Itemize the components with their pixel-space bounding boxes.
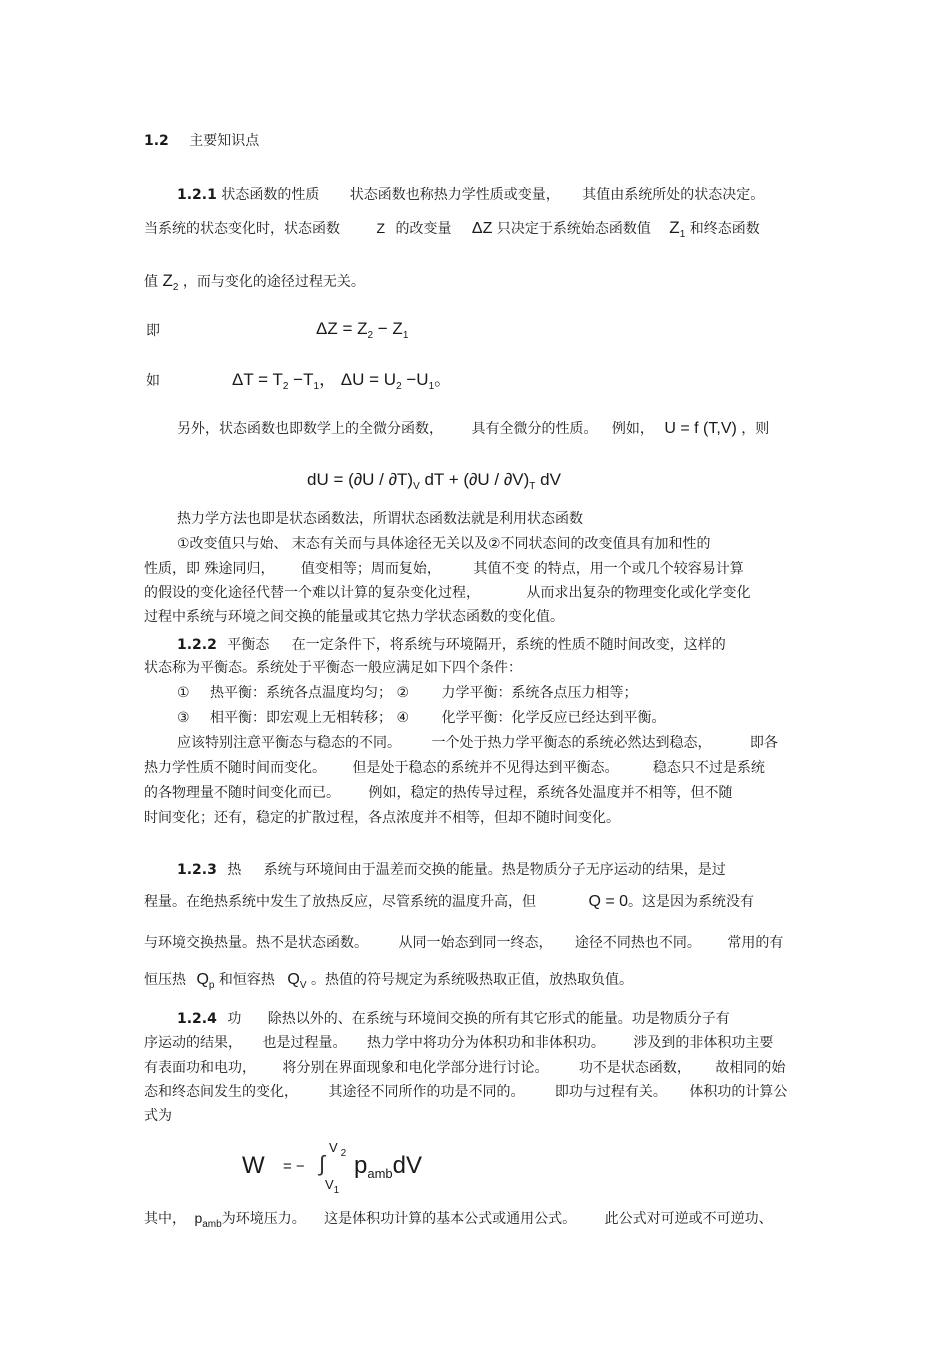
s121-para3-line1: 热力学方法也即是状态函数法，所谓状态函数法就是利用状态函数: [177, 511, 583, 527]
s124-line5: 式为: [144, 1108, 172, 1124]
s122-line2: 状态称为平衡态。系统处于平衡态一般应满足如下四个条件：: [144, 660, 522, 676]
s121-para3-line2: ①改变值只与始、 末态有关而与具体途径无关以及②不同状态间的改变值具有加和性的: [177, 536, 711, 552]
s121-line2: [144, 219, 760, 240]
math: −T: [288, 370, 314, 389]
s122-conditions-3-4: [177, 709, 665, 727]
s123-line2: [144, 893, 754, 911]
text: 与环境交换热量。热不是状态函数。: [144, 935, 368, 951]
text: 热力学性质不随时间而变化。: [144, 760, 326, 776]
math-subscript: 1: [313, 381, 320, 392]
math-subscript: amb: [367, 1166, 393, 1181]
s122-para-line3: [144, 784, 732, 802]
math-subscript: 2: [367, 330, 374, 341]
s123-line4: [144, 971, 633, 991]
s123-title: 热: [227, 862, 242, 878]
s122-title: 平衡态: [227, 637, 270, 653]
text: 例如，: [611, 421, 654, 437]
text: 和恒容热: [218, 972, 275, 988]
text: 的各物理量不随时间变化而已。: [144, 785, 340, 801]
s122-para-line2: [144, 759, 765, 777]
text: 应该特别注意平衡态与稳态的不同。: [177, 735, 401, 751]
math: dU = (∂U / ∂T): [307, 470, 414, 489]
text: 也是过程量。: [262, 1035, 347, 1051]
condition-number: ④: [396, 710, 410, 726]
text: 即功与过程有关。: [554, 1084, 667, 1100]
text: 这是体积功计算的基本公式或通用公式。: [324, 1211, 577, 1227]
text: 故相同的始: [715, 1060, 786, 1076]
math-subscript: amb: [202, 1219, 222, 1230]
s121-para3-line4: [144, 584, 750, 602]
math-u-function: U = f (T,V): [664, 420, 737, 437]
s121-line1: [177, 186, 764, 204]
s121-number: 1.2.1: [177, 187, 217, 203]
math-equals-minus: = −: [283, 1158, 305, 1175]
s124-line3: [144, 1059, 785, 1077]
text: 当系统的状态变化时，状态函数: [144, 221, 340, 237]
text: 其中，: [144, 1211, 186, 1227]
text: 稳态只不过是系统: [652, 760, 765, 776]
text: 除热以外的、在系统与环境间交换的所有其它形式的能量。功是物质分子有: [267, 1011, 730, 1027]
s121-para3-line5: 过程中系统与环境之间交换的能量或其它热力学状态函数的变化值。: [144, 609, 564, 625]
text: 但是处于稳态的系统并不见得达到平衡态。: [352, 760, 619, 776]
math-subscript: 2: [396, 381, 402, 392]
text: 序运动的结果，: [144, 1035, 242, 1051]
condition-text: 化学平衡：化学反应已经达到平衡。: [441, 710, 666, 726]
math-subscript: p: [208, 980, 215, 991]
math-integrand: [354, 1152, 422, 1183]
s122-para-line1: [177, 734, 778, 752]
s124-line1: [177, 1010, 730, 1028]
math-delta-z: ΔZ: [471, 220, 493, 237]
text: 值: [144, 274, 158, 290]
text: 从而求出复杂的物理变化或化学变化: [526, 585, 751, 601]
text: 其值不变 的特点，用一个或几个较容易计算: [473, 561, 744, 577]
math: ， ΔU = U: [319, 370, 397, 389]
condition-number: ②: [396, 685, 410, 701]
s121-para3-line3: [144, 560, 744, 578]
text: 有表面功和电功，: [144, 1060, 256, 1076]
math-subscript: 1: [428, 381, 435, 392]
math-subscript: 2: [340, 1148, 347, 1159]
text: 状态函数也称热力学性质或变量，: [349, 187, 560, 203]
s124-line4: [144, 1083, 787, 1101]
math-subscript: 2: [282, 381, 289, 392]
math-subscript: 2: [172, 282, 179, 293]
text: 一个处于热力学平衡态的系统必然达到稳态，: [431, 735, 712, 751]
text: 体积功的计算公: [689, 1084, 788, 1100]
section-heading: [144, 132, 259, 150]
text: 另外，状态函数也即数学上的全微分函数，: [177, 421, 443, 437]
label-ru: 如: [146, 373, 160, 389]
text: 从同一始态到同一终态，: [398, 935, 553, 951]
text: 的改变量: [395, 221, 452, 237]
s122-conditions-1-2: [177, 684, 637, 702]
s122-para-line4: 时间变化；还有，稳定的扩散过程，各点浓度并不相等，但却不随时间变化。: [144, 810, 620, 826]
text: 涉及到的非体积功主要: [633, 1035, 774, 1051]
math: V: [325, 1177, 334, 1192]
integral-sign: ∫: [319, 1151, 326, 1176]
text: 在一定条件下，将系统与环境隔开，系统的性质不随时间改变，这样的: [291, 637, 726, 653]
text: ，而与变化的途径过程无关。: [182, 274, 365, 290]
math-subscript: V: [299, 980, 307, 991]
text: 恒压热: [144, 972, 186, 988]
math: V: [329, 1140, 338, 1155]
s121-line3: [144, 272, 365, 293]
text: 将分别在界面现象和电化学部分进行讨论。: [282, 1060, 549, 1076]
integral-upper-limit: [329, 1139, 346, 1159]
text: 常用的有: [727, 935, 784, 951]
math: dV: [535, 470, 561, 489]
math-p: p: [354, 1152, 368, 1179]
math-w: W: [242, 1152, 265, 1179]
math-z: Z: [376, 220, 386, 236]
s123-line1: [177, 861, 726, 879]
text: 热力学中将功分为体积功和非体积功。: [366, 1035, 605, 1051]
math-p: p: [194, 1210, 203, 1226]
text: 例如，稳定的热传导过程，系统各处温度并不相等，但不随: [368, 785, 733, 801]
text: 值变相等；周而复始，: [300, 561, 441, 577]
text: 途径不同热也不同。: [574, 935, 701, 951]
text: 的假设的变化途径代替一个难以计算的复杂变化过程，: [144, 585, 480, 601]
section-title: 主要知识点: [189, 133, 260, 149]
math-subscript: 1: [333, 1185, 340, 1196]
condition-text: 热平衡：系统各点温度均匀；: [210, 685, 393, 701]
equation-du: [307, 471, 561, 492]
math: 。: [434, 370, 452, 389]
math-q: Q: [287, 971, 300, 988]
s122-number: 1.2.2: [177, 637, 217, 653]
math: −U: [401, 370, 429, 389]
text: 系统与环境间由于温差而交换的能量。热是物质分子无序运动的结果，是过: [263, 862, 726, 878]
math: ΔZ = Z: [316, 319, 368, 338]
text: ，则: [741, 421, 770, 437]
math-q: Q: [196, 971, 209, 988]
math: − Z: [373, 319, 403, 338]
s123-number: 1.2.3: [177, 862, 217, 878]
text: 和终态函数: [689, 221, 760, 237]
math-z2: Z: [162, 271, 173, 290]
math-subscript: T: [529, 481, 536, 492]
text: 为环境压力。: [221, 1211, 306, 1227]
text: 只决定于系统始态函数值: [496, 221, 651, 237]
math-subscript: 1: [402, 330, 409, 341]
integral-lower-limit: [325, 1176, 339, 1196]
text: 。这是因为系统没有: [628, 894, 755, 910]
text: 即各: [749, 735, 778, 751]
math-q-zero: Q = 0: [588, 893, 629, 910]
section-number: 1.2: [144, 133, 169, 149]
s124-last-line: [144, 1209, 773, 1230]
s124-number: 1.2.4: [177, 1011, 217, 1027]
text: 此公式对可逆或不可逆功、: [604, 1211, 773, 1227]
math-z1: Z: [669, 218, 680, 237]
text: 态和终态间发生的变化，: [144, 1084, 298, 1100]
math: dT + (∂U / ∂V): [419, 470, 530, 489]
s123-line3: [144, 934, 783, 952]
math-dv: dV: [392, 1152, 423, 1179]
condition-number: ③: [177, 710, 190, 726]
condition-text: 力学平衡：系统各点压力相等；: [441, 685, 638, 701]
s124-title: 功: [227, 1011, 242, 1027]
text: 。热值的符号规定为系统吸热取正值，放热取负值。: [310, 972, 633, 988]
math: ΔT = T: [232, 370, 283, 389]
s121-para2: [177, 420, 769, 438]
text: 程量。在绝热系统中发生了放热反应，尽管系统的温度升高，但: [144, 894, 536, 910]
text: 其值由系统所处的状态决定。: [582, 187, 765, 203]
label-ji: 即: [146, 323, 160, 339]
s121-title: 状态函数的性质: [221, 187, 320, 203]
condition-number: ①: [177, 685, 190, 701]
text: 功不是状态函数，: [578, 1060, 691, 1076]
text: 具有全微分的性质。: [471, 421, 598, 437]
s122-line1: [177, 636, 726, 654]
s124-line2: [144, 1034, 773, 1052]
math-subscript: V: [413, 481, 420, 492]
condition-text: 相平衡：即宏观上无相转移；: [210, 710, 393, 726]
math-subscript: 1: [679, 229, 686, 240]
text: 性质，即 殊途同归，: [144, 561, 275, 577]
text: 其途径不同所作的功是不同的。: [328, 1084, 525, 1100]
equation-delta-t-u: [232, 371, 451, 392]
equation-delta-z: [316, 320, 408, 341]
